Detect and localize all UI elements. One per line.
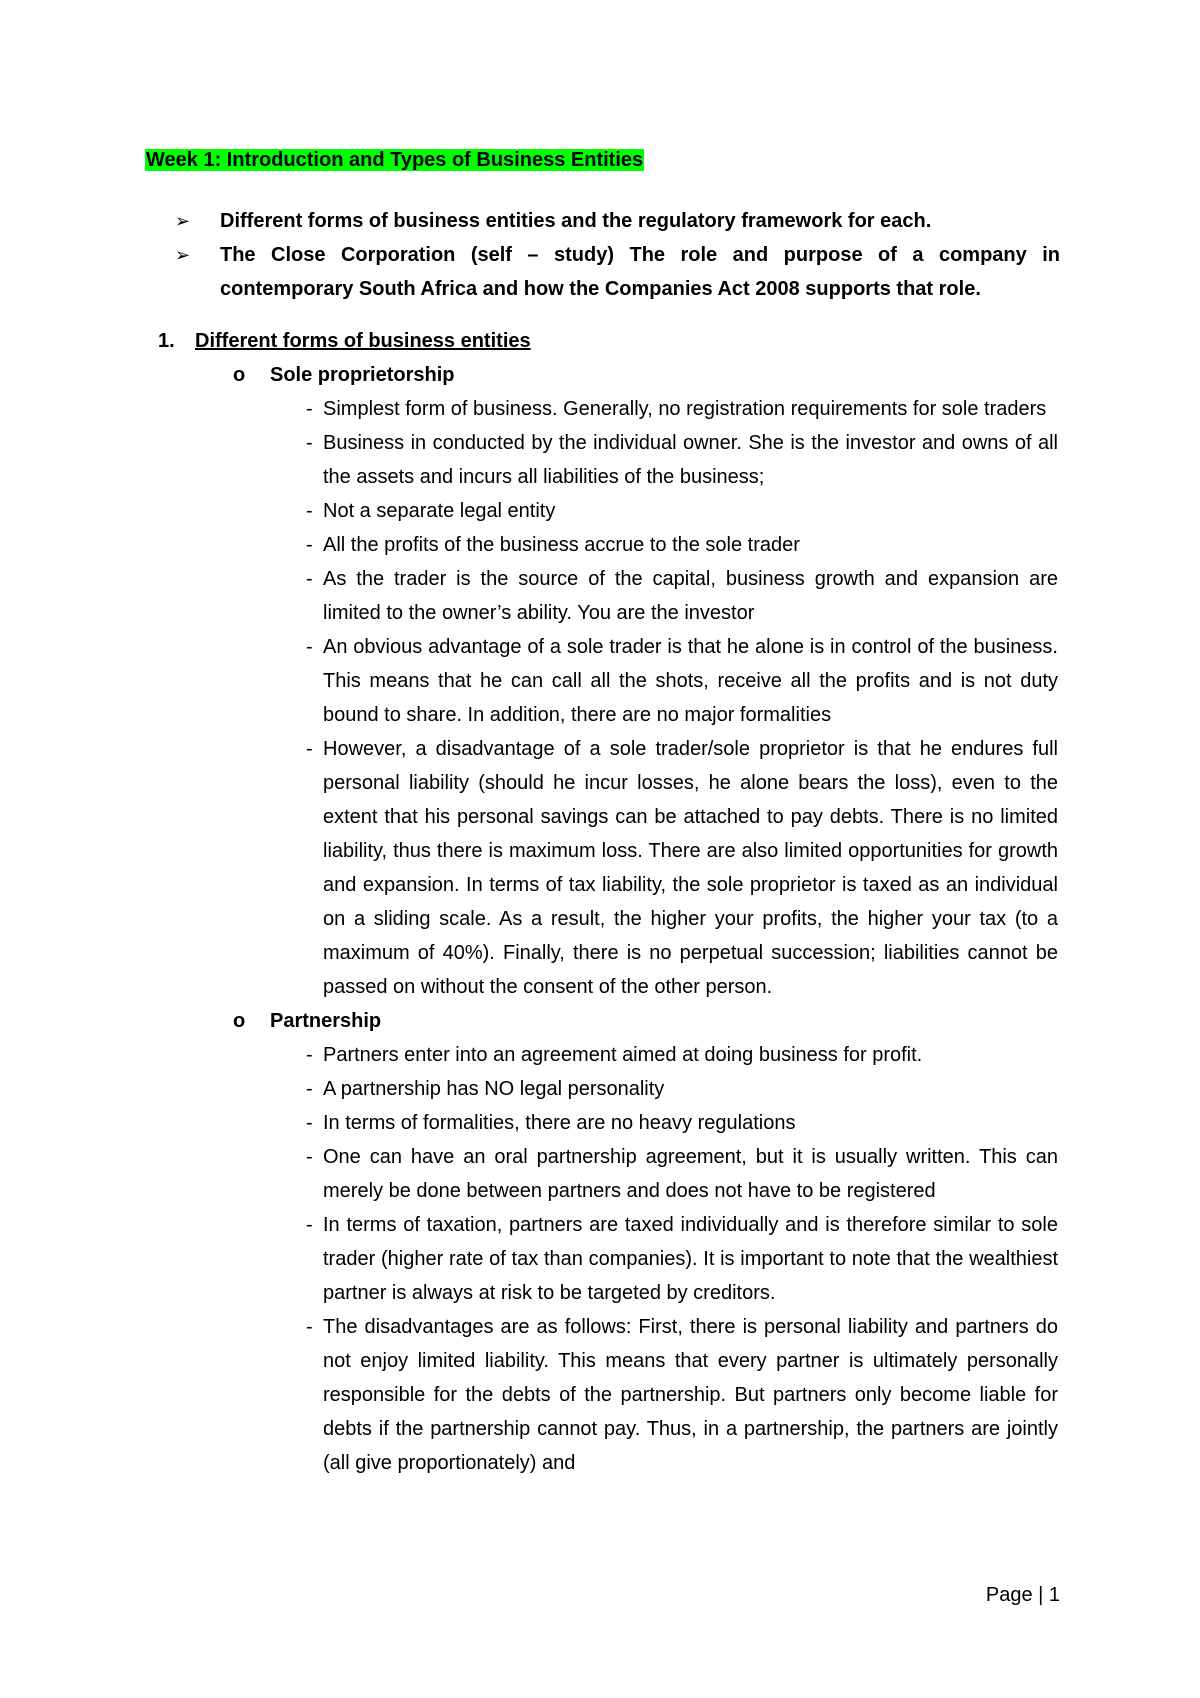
partnership-points [158, 1038, 1058, 1480]
list-item-text: However, a disadvantage of a sole trader/sole proprietor is that he endures full personal liability (should he incur losses, he alone bears the loss), even to the extent that his personal savings can be attached to pay debts. There is no limited liability, thus there is maximum loss. There are also limited opportunities for growth and expansion. In terms of tax liability, the sole proprietor is taxed as an individual on a sliding scale. As a result, the higher your profits, the higher your tax (to a maximum of 40%). Finally, there is no perpetual succession; liabilities cannot be passed on without the consent of the other person. [323, 738, 1058, 998]
list-item-text: All the profits of the business accrue to the sole trader [323, 534, 800, 556]
dash-bullet-icon: - [306, 432, 313, 454]
section-business-entities [158, 324, 1058, 1480]
dash-bullet-icon: - [306, 1316, 313, 1338]
dash-bullet-icon: - [306, 568, 313, 590]
page-title-text: Week 1: Introduction and Types of Business Entities [146, 149, 644, 171]
list-item-text: In terms of taxation, partners are taxed individually and is therefore similar to sole trader (higher rate of tax than companies). It is important to note that the wealthiest partner is always at risk to be targeted by creditors. [323, 1214, 1058, 1304]
list-item [306, 426, 1058, 494]
dash-bullet-icon: - [306, 500, 313, 522]
dash-bullet-icon: - [306, 636, 313, 658]
circle-bullet-icon: o [233, 1010, 246, 1032]
list-item-text: Partners enter into an agreement aimed at doing business for profit. [323, 1044, 923, 1066]
subsection-title: Sole proprietorship [270, 364, 455, 386]
list-item [306, 1140, 1058, 1208]
list-item-text: Simplest form of business. Generally, no registration requirements for sole traders [323, 398, 1047, 420]
objective-item [175, 204, 1060, 238]
list-item [306, 562, 1058, 630]
dash-bullet-icon: - [306, 398, 313, 420]
list-item-text: The disadvantages are as follows: First, there is personal liability and partners do not enjoy limited liability. This means that every partner is ultimately personally responsible for the debts of the partnership. But partners only become liable for debts if the partnership cannot pay. Thus, in a partnership, the partners are jointly (all give proportionately) and [323, 1316, 1058, 1474]
list-item-text: Not a separate legal entity [323, 500, 556, 522]
section-heading-text: Different forms of business entities [195, 330, 531, 352]
list-item [306, 1038, 1058, 1072]
section-heading [158, 324, 1058, 358]
list-item [306, 1106, 1058, 1140]
dash-bullet-icon: - [306, 1214, 313, 1236]
list-item [306, 1310, 1058, 1480]
page-number: Page | 1 [985, 1584, 1060, 1606]
objective-item [175, 238, 1060, 306]
subsection-heading [158, 1004, 1058, 1038]
subsection-heading [158, 358, 1058, 392]
arrow-bullet-icon: ➢ [175, 211, 191, 231]
list-item-text: Business in conducted by the individual owner. She is the investor and owns of all the assets and incurs all liabilities of the business; [323, 432, 1058, 488]
arrow-bullet-icon: ➢ [175, 245, 191, 265]
list-item [306, 528, 1058, 562]
sole-proprietorship-points [158, 392, 1058, 1004]
list-item [306, 630, 1058, 732]
list-item [306, 732, 1058, 1004]
list-item [306, 494, 1058, 528]
circle-bullet-icon: o [233, 364, 246, 386]
list-item-text: One can have an oral partnership agreement, but it is usually written. This can merely be done between partners and does not have to be registered [323, 1146, 1058, 1202]
objectives-list [175, 204, 1060, 306]
dash-bullet-icon: - [306, 1044, 313, 1066]
list-item-text: In terms of formalities, there are no heavy regulations [323, 1112, 796, 1134]
objective-text: Different forms of business entities and the regulatory framework for each. [220, 210, 932, 232]
list-item-text: As the trader is the source of the capital, business growth and expansion are limited to the owner’s ability. You are the investor [323, 568, 1058, 624]
dash-bullet-icon: - [306, 1112, 313, 1134]
list-item-text: A partnership has NO legal personality [323, 1078, 665, 1100]
list-item-text: An obvious advantage of a sole trader is that he alone is in control of the business. This means that he can call all the shots, receive all the profits and is not duty bound to share. In addition, there are no major formalities [323, 636, 1058, 726]
list-item [306, 392, 1058, 426]
section-number: 1. [158, 330, 175, 352]
dash-bullet-icon: - [306, 1146, 313, 1168]
page-title [145, 145, 644, 175]
dash-bullet-icon: - [306, 1078, 313, 1100]
dash-bullet-icon: - [306, 738, 313, 760]
list-item [306, 1208, 1058, 1310]
subsection-title: Partnership [270, 1010, 382, 1032]
dash-bullet-icon: - [306, 534, 313, 556]
objective-text: The Close Corporation (self – study) The role and purpose of a company in contemporary South Africa and how the Companies Act 2008 supports that role. [220, 244, 1060, 300]
list-item [306, 1072, 1058, 1106]
